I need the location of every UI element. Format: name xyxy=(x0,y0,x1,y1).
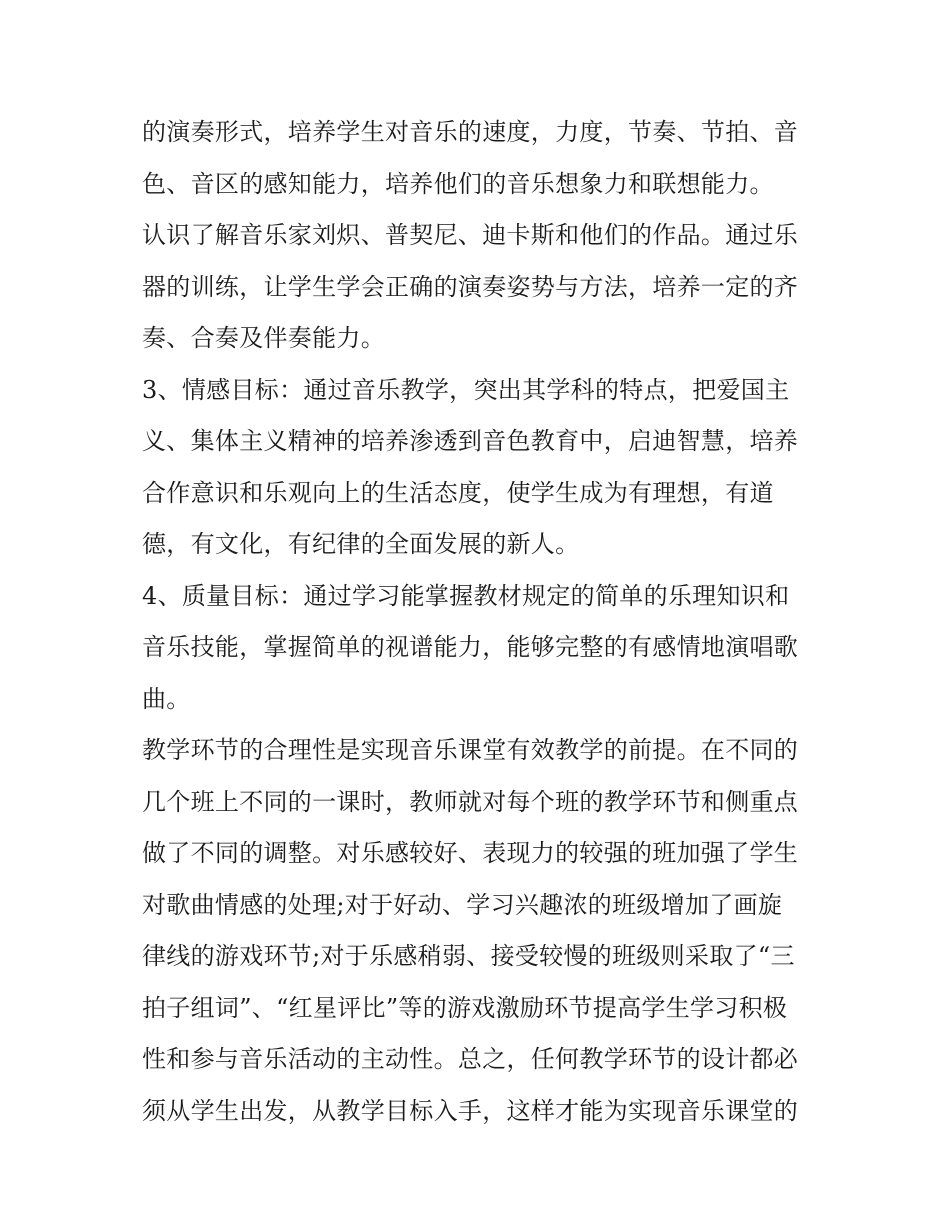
text-line: 做了不同的调整。对乐感较好、表现力的较强的班加强了学生 xyxy=(142,839,799,867)
text-line: 器的训练，让学生学会正确的演奏姿势与方法，培养一定的齐 xyxy=(142,272,799,301)
text-line: 教学环节的合理性是实现音乐课堂有效教学的前提。在不同的 xyxy=(142,736,799,764)
text-line: 4、质量目标：通过学习能掌握教材规定的简单的乐理知识和 xyxy=(142,581,790,610)
text-line: 律线的游戏环节;对于乐感稍弱、接受较慢的班级则采取了“三 xyxy=(142,942,795,970)
text-line: 几个班上不同的一课时，教师就对每个班的教学环节和侧重点 xyxy=(142,787,799,816)
text-line: 德，有文化，有纪律的全面发展的新人。 xyxy=(142,530,580,558)
text-line: 3、情感目标：通过音乐教学，突出其学科的特点，把爱国主 xyxy=(142,375,790,404)
text-line: 认识了解音乐家刘炽、普契尼、迪卡斯和他们的作品。通过乐 xyxy=(142,221,799,249)
text-line: 曲。 xyxy=(142,684,191,713)
text-line: 对歌曲情感的处理;对于好动、学习兴趣浓的班级增加了画旋 xyxy=(142,890,783,919)
text-line: 音乐技能，掌握简单的视谱能力，能够完整的有感情地演唱歌 xyxy=(142,633,799,661)
text-line: 的演奏形式，培养学生对音乐的速度，力度，节奏、节拍、音 xyxy=(142,118,799,146)
text-line: 合作意识和乐观向上的生活态度，使学生成为有理想，有道 xyxy=(142,478,774,507)
text-line: 拍子组词”、“红星评比”等的游戏激励环节提高学生学习积极 xyxy=(142,993,788,1022)
text-line: 奏、合奏及伴奏能力。 xyxy=(142,324,385,352)
text-line: 须从学生出发，从教学目标入手，这样才能为实现音乐课堂的 xyxy=(142,1096,799,1125)
text-line: 色、音区的感知能力，培养他们的音乐想象力和联想能力。 xyxy=(142,169,774,198)
body-text xyxy=(142,107,822,1137)
text-line: 义、集体主义精神的培养渗透到音色教育中，启迪智慧，培养 xyxy=(142,427,799,455)
text-line: 性和参与音乐活动的主动性。总之，任何教学环节的设计都必 xyxy=(142,1045,799,1073)
